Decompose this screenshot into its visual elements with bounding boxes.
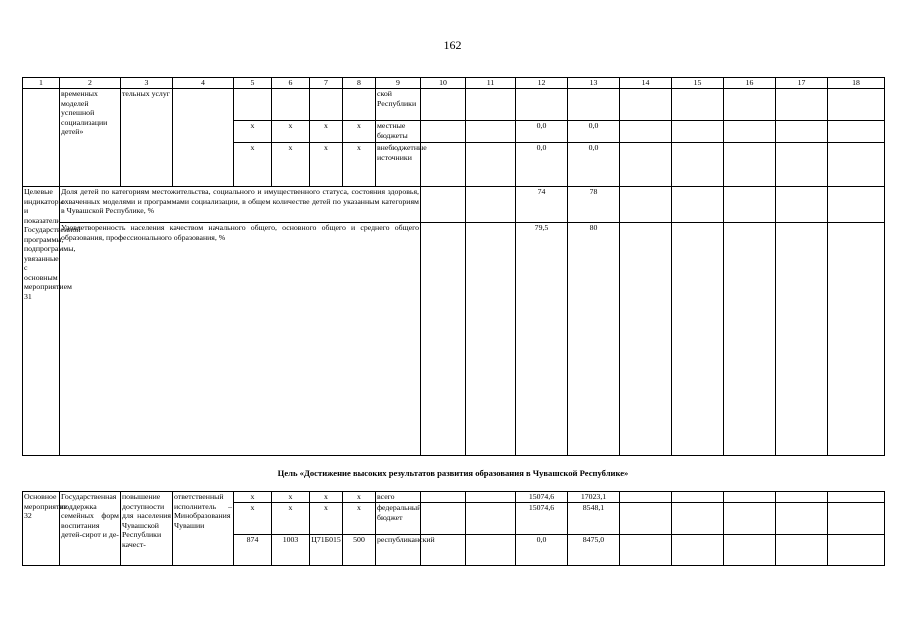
column-number: 18: [828, 78, 885, 89]
code-cell: х: [234, 121, 272, 143]
target-indicator: Доля детей по категориям местожительства, социального и имущественного статуса, состояния здоровья, охваченных моделями и программами социализации, в общем количестве детей по указанным категориям в Чувашской Республике, %: [60, 187, 421, 223]
empty-cell: [776, 89, 828, 121]
code-cell: [272, 89, 310, 121]
empty-cell: [466, 89, 516, 121]
empty-cell: [620, 121, 672, 143]
empty-cell: [776, 492, 828, 503]
target-indicator: Удовлетворенность населения качеством начального общего, основного общего и среднего общего образования, профессионального образования, %: [60, 223, 421, 456]
value-cell: 0,0: [568, 143, 620, 187]
code-cell: х: [272, 121, 310, 143]
empty-cell: [828, 121, 885, 143]
empty-cell: [724, 121, 776, 143]
page-number: 162: [443, 38, 462, 52]
empty-cell: [724, 535, 776, 566]
empty-cell: [421, 503, 466, 535]
code-cell: 500: [343, 535, 376, 566]
funding-source: федеральный бюджет: [376, 503, 421, 535]
column-number: 9: [376, 78, 421, 89]
event-description: Государственная поддержка семейных форм воспитания детей-сирот и де-: [60, 492, 121, 566]
column-number: 14: [620, 78, 672, 89]
empty-cell: [672, 492, 724, 503]
empty-cell: [620, 89, 672, 121]
empty-cell: [724, 187, 776, 223]
program-table-bottom: [22, 491, 885, 566]
empty-cell: [421, 223, 466, 456]
targets-label: Целевые индикаторы и показатели Государственной программы, подпрограммы, увязанные с основным мероприятием 31: [23, 187, 60, 456]
column-number: 17: [776, 78, 828, 89]
column-number-row: [23, 78, 885, 89]
value-cell: 17023,1: [568, 492, 620, 503]
empty-cell: [672, 535, 724, 566]
empty-cell: [466, 223, 516, 456]
empty-cell: [421, 492, 466, 503]
table-row: [23, 492, 885, 503]
expected-result: повышение доступности для населения Чувашской Республики качест-: [121, 492, 173, 566]
empty-cell: [421, 89, 466, 121]
event-description: временных моделей успешной социализации детей»: [60, 89, 121, 187]
empty-cell: [776, 535, 828, 566]
column-number: 12: [516, 78, 568, 89]
code-cell: х: [272, 143, 310, 187]
value-cell: [516, 89, 568, 121]
column-number: 15: [672, 78, 724, 89]
column-number: 11: [466, 78, 516, 89]
empty-cell: [828, 187, 885, 223]
empty-cell: [828, 503, 885, 535]
code-cell: х: [310, 492, 343, 503]
code-cell: х: [272, 503, 310, 535]
empty-cell: [620, 503, 672, 535]
code-cell: х: [234, 143, 272, 187]
empty-cell: [724, 143, 776, 187]
empty-cell: [724, 223, 776, 456]
code-cell: х: [343, 492, 376, 503]
cell-col1: [23, 89, 60, 187]
empty-cell: [724, 492, 776, 503]
empty-cell: [421, 187, 466, 223]
empty-cell: [776, 223, 828, 456]
empty-cell: [466, 187, 516, 223]
empty-cell: [828, 223, 885, 456]
column-number: 3: [121, 78, 173, 89]
empty-cell: [620, 223, 672, 456]
expected-result: тельных услуг: [121, 89, 173, 187]
code-cell: х: [310, 143, 343, 187]
code-cell: х: [310, 503, 343, 535]
value-cell: 79,5: [516, 223, 568, 456]
empty-cell: [620, 492, 672, 503]
code-cell: х: [310, 121, 343, 143]
funding-source: республиканский: [376, 535, 421, 566]
column-number: 10: [421, 78, 466, 89]
code-cell: [343, 89, 376, 121]
column-number: 2: [60, 78, 121, 89]
empty-cell: [672, 121, 724, 143]
goal-heading: Цель «Достижение высоких результатов развития образования в Чувашской Республике»: [277, 468, 629, 478]
code-cell: х: [343, 121, 376, 143]
code-cell: х: [272, 492, 310, 503]
value-cell: 80: [568, 223, 620, 456]
value-cell: 74: [516, 187, 568, 223]
funding-source: внебюджетные источники: [376, 143, 421, 187]
empty-cell: [828, 89, 885, 121]
empty-cell: [672, 223, 724, 456]
value-cell: [568, 89, 620, 121]
value-cell: 0,0: [516, 535, 568, 566]
column-number: 7: [310, 78, 343, 89]
code-cell: Ц71Б015: [310, 535, 343, 566]
column-number: 16: [724, 78, 776, 89]
empty-cell: [421, 121, 466, 143]
value-cell: 0,0: [516, 143, 568, 187]
empty-cell: [620, 187, 672, 223]
code-cell: [310, 89, 343, 121]
code-cell: х: [343, 143, 376, 187]
empty-cell: [776, 503, 828, 535]
code-cell: х: [234, 503, 272, 535]
code-cell: 1003: [272, 535, 310, 566]
empty-cell: [672, 89, 724, 121]
value-cell: 8548,1: [568, 503, 620, 535]
empty-cell: [672, 143, 724, 187]
funding-source: всего: [376, 492, 421, 503]
empty-cell: [828, 143, 885, 187]
empty-cell: [776, 143, 828, 187]
code-cell: 874: [234, 535, 272, 566]
table-row: [23, 187, 885, 223]
value-cell: 15074,6: [516, 492, 568, 503]
code-cell: х: [234, 492, 272, 503]
empty-cell: [466, 503, 516, 535]
column-number: 8: [343, 78, 376, 89]
empty-cell: [828, 492, 885, 503]
empty-cell: [466, 492, 516, 503]
empty-cell: [828, 535, 885, 566]
table-row: [23, 223, 885, 456]
value-cell: 0,0: [516, 121, 568, 143]
empty-cell: [776, 187, 828, 223]
empty-cell: [724, 503, 776, 535]
empty-cell: [466, 143, 516, 187]
code-cell: х: [343, 503, 376, 535]
empty-cell: [421, 143, 466, 187]
value-cell: 15074,6: [516, 503, 568, 535]
program-table-top: [22, 77, 885, 456]
empty-cell: [672, 187, 724, 223]
empty-cell: [620, 535, 672, 566]
column-number: 4: [173, 78, 234, 89]
funding-source: местные бюджеты: [376, 121, 421, 143]
empty-cell: [672, 503, 724, 535]
column-number: 6: [272, 78, 310, 89]
value-cell: 8475,0: [568, 535, 620, 566]
column-number: 13: [568, 78, 620, 89]
cell-col4: [173, 89, 234, 187]
value-cell: 78: [568, 187, 620, 223]
empty-cell: [466, 535, 516, 566]
column-number: 5: [234, 78, 272, 89]
empty-cell: [724, 89, 776, 121]
event-number: Основное мероприятие 32: [23, 492, 60, 566]
table-row: [23, 89, 885, 121]
funding-source: ской Республики: [376, 89, 421, 121]
value-cell: 0,0: [568, 121, 620, 143]
column-number: 1: [23, 78, 60, 89]
empty-cell: [776, 121, 828, 143]
code-cell: [234, 89, 272, 121]
empty-cell: [466, 121, 516, 143]
responsible-executor: ответственный исполнитель – Минобразования Чувашии: [173, 492, 234, 566]
empty-cell: [620, 143, 672, 187]
